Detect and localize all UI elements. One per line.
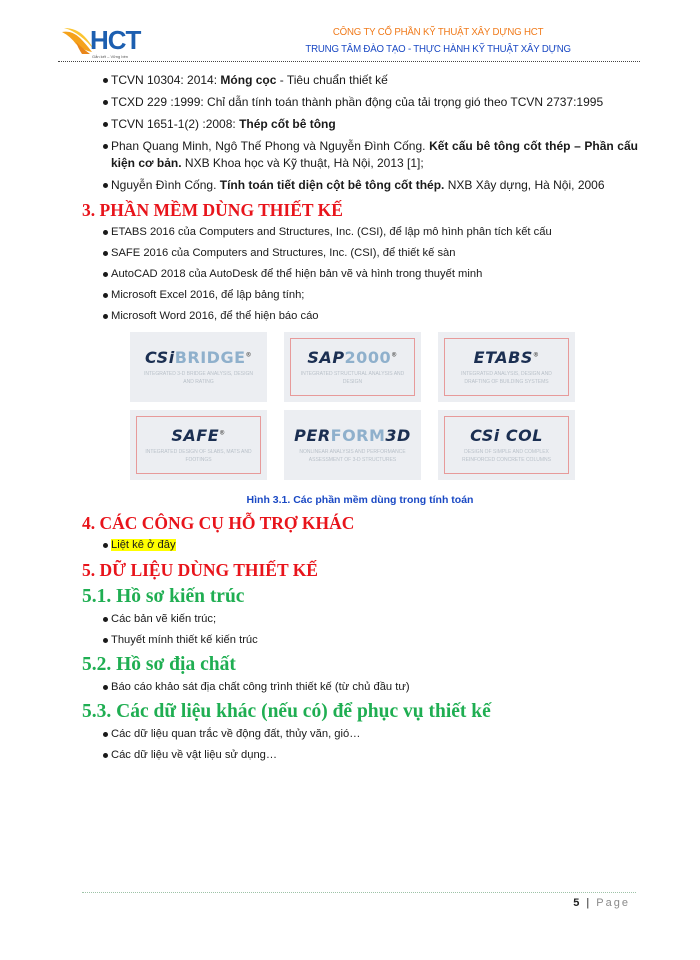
list-item: TCVN 10304: 2014: Móng cọc - Tiêu chuẩn thiết kế (82, 72, 638, 89)
figure-caption: Hình 3.1. Các phần mềm dùng trong tính toán (246, 494, 474, 506)
csicol-logo-tile: CSi COL DESIGN OF SIMPLE AND COMPLEX REINFORCED CONCRETE COLUMNS (438, 410, 575, 480)
section-heading-4: 4. CÁC CÔNG CỤ HỖ TRỢ KHÁC (82, 513, 355, 533)
list-item: Thuyết mính thiết kế kiến trúc (82, 632, 638, 649)
section-heading-3: 3. PHẦN MỀM DÙNG THIẾT KẾ (82, 200, 343, 220)
section-heading-5: 5. DỮ LIỆU DÙNG THIẾT KẾ (82, 560, 318, 580)
subsection-heading-5-1: 5.1. Hồ sơ kiến trúc (82, 586, 245, 607)
page-number: 5 (573, 897, 582, 909)
sap2000-logo-tile: SAP2000® INTEGRATED STRUCTURAL ANALYSIS AND DESIGN (284, 332, 421, 402)
footer-separator: | (586, 897, 592, 909)
page-header (58, 22, 640, 62)
list-item: Báo cáo khảo sát địa chất công trình thiết kế (từ chủ đầu tư) (82, 679, 638, 696)
page-content (82, 72, 638, 768)
list-item: TCXD 229 :1999: Chỉ dẫn tính toán thành phần động của tải trọng gió theo TCVN 2737:1995 (82, 94, 638, 111)
geology-docs-list (82, 679, 638, 696)
list-item: Microsoft Excel 2016, để lập bảng tính; (82, 287, 638, 304)
safe-logo-tile: SAFE® INTEGRATED DESIGN OF SLABS, MATS AND FOOTINGS (130, 410, 267, 480)
list-item (82, 537, 638, 554)
other-data-list (82, 726, 638, 764)
hct-logo (62, 24, 142, 58)
subsection-heading-5-3: 5.3. Các dữ liệu khác (nếu có) để phục vụ thiết kế (82, 701, 491, 722)
perform3d-logo-tile: PERFORM3D NONLINEAR ANALYSIS AND PERFORMANCE ASSESSMENT OF 3-D STRUCTURES (284, 410, 421, 480)
list-item: Các bản vẽ kiến trúc; (82, 611, 638, 628)
highlighted-text: Liệt kê ở đây (111, 539, 176, 551)
page-label: Page (596, 897, 630, 909)
list-item: Phan Quang Minh, Ngô Thế Phong và Nguyễn Đình Cống. Kết cấu bê tông cốt thép – Phần cấu kiện cơ bản. NXB Khoa học và Kỹ thuật, Hà Nội, 2013 [1]; (82, 138, 638, 172)
header-titles (238, 24, 638, 58)
logo-text: HCT (90, 25, 141, 55)
software-list (82, 224, 638, 325)
list-item: SAFE 2016 của Computers and Structures, Inc. (CSI), để thiết kế sàn (82, 245, 638, 262)
list-item: Các dữ liệu quan trắc về động đất, thủy văn, gió… (82, 726, 638, 743)
architecture-docs-list (82, 611, 638, 649)
list-item: AutoCAD 2018 của AutoDesk để thể hiện bản vẽ và hình trong thuyết minh (82, 266, 638, 283)
list-item: TCVN 1651-1(2) :2008: Thép cốt bê tông (82, 116, 638, 133)
software-logos-figure (122, 332, 592, 487)
tools-list (82, 537, 638, 554)
footer-divider (82, 892, 636, 893)
list-item: Microsoft Word 2016, để thể hiện báo cáo (82, 308, 638, 325)
center-name: TRUNG TÂM ĐÀO TẠO - THỰC HÀNH KỸ THUẬT XÂY DỰNG (305, 43, 571, 55)
subsection-heading-5-2: 5.2. Hồ sơ địa chất (82, 654, 236, 675)
csibridge-logo-tile: CSiBRIDGE® INTEGRATED 3-D BRIDGE ANALYSIS, DESIGN AND RATING (130, 332, 267, 402)
list-item: Các dữ liệu về vật liệu sử dụng… (82, 747, 638, 764)
list-item: Nguyễn Đình Cống. Tính toán tiết diện cột bê tông cốt thép. NXB Xây dựng, Hà Nội, 2006 (82, 177, 638, 194)
list-item: ETABS 2016 của Computers and Structures, Inc. (CSI), để lập mô hình phân tích kết cấu (82, 224, 638, 241)
company-name: CÔNG TY CỔ PHẦN KỸ THUẬT XÂY DỰNG HCT (332, 26, 544, 38)
logo-tagline: Gắn kết – Vững bền (92, 54, 129, 59)
etabs-logo-tile: ETABS® INTEGRATED ANALYSIS, DESIGN AND DRAFTING OF BUILDING SYSTEMS (438, 332, 575, 402)
page-footer (573, 897, 630, 909)
references-list (82, 72, 638, 194)
